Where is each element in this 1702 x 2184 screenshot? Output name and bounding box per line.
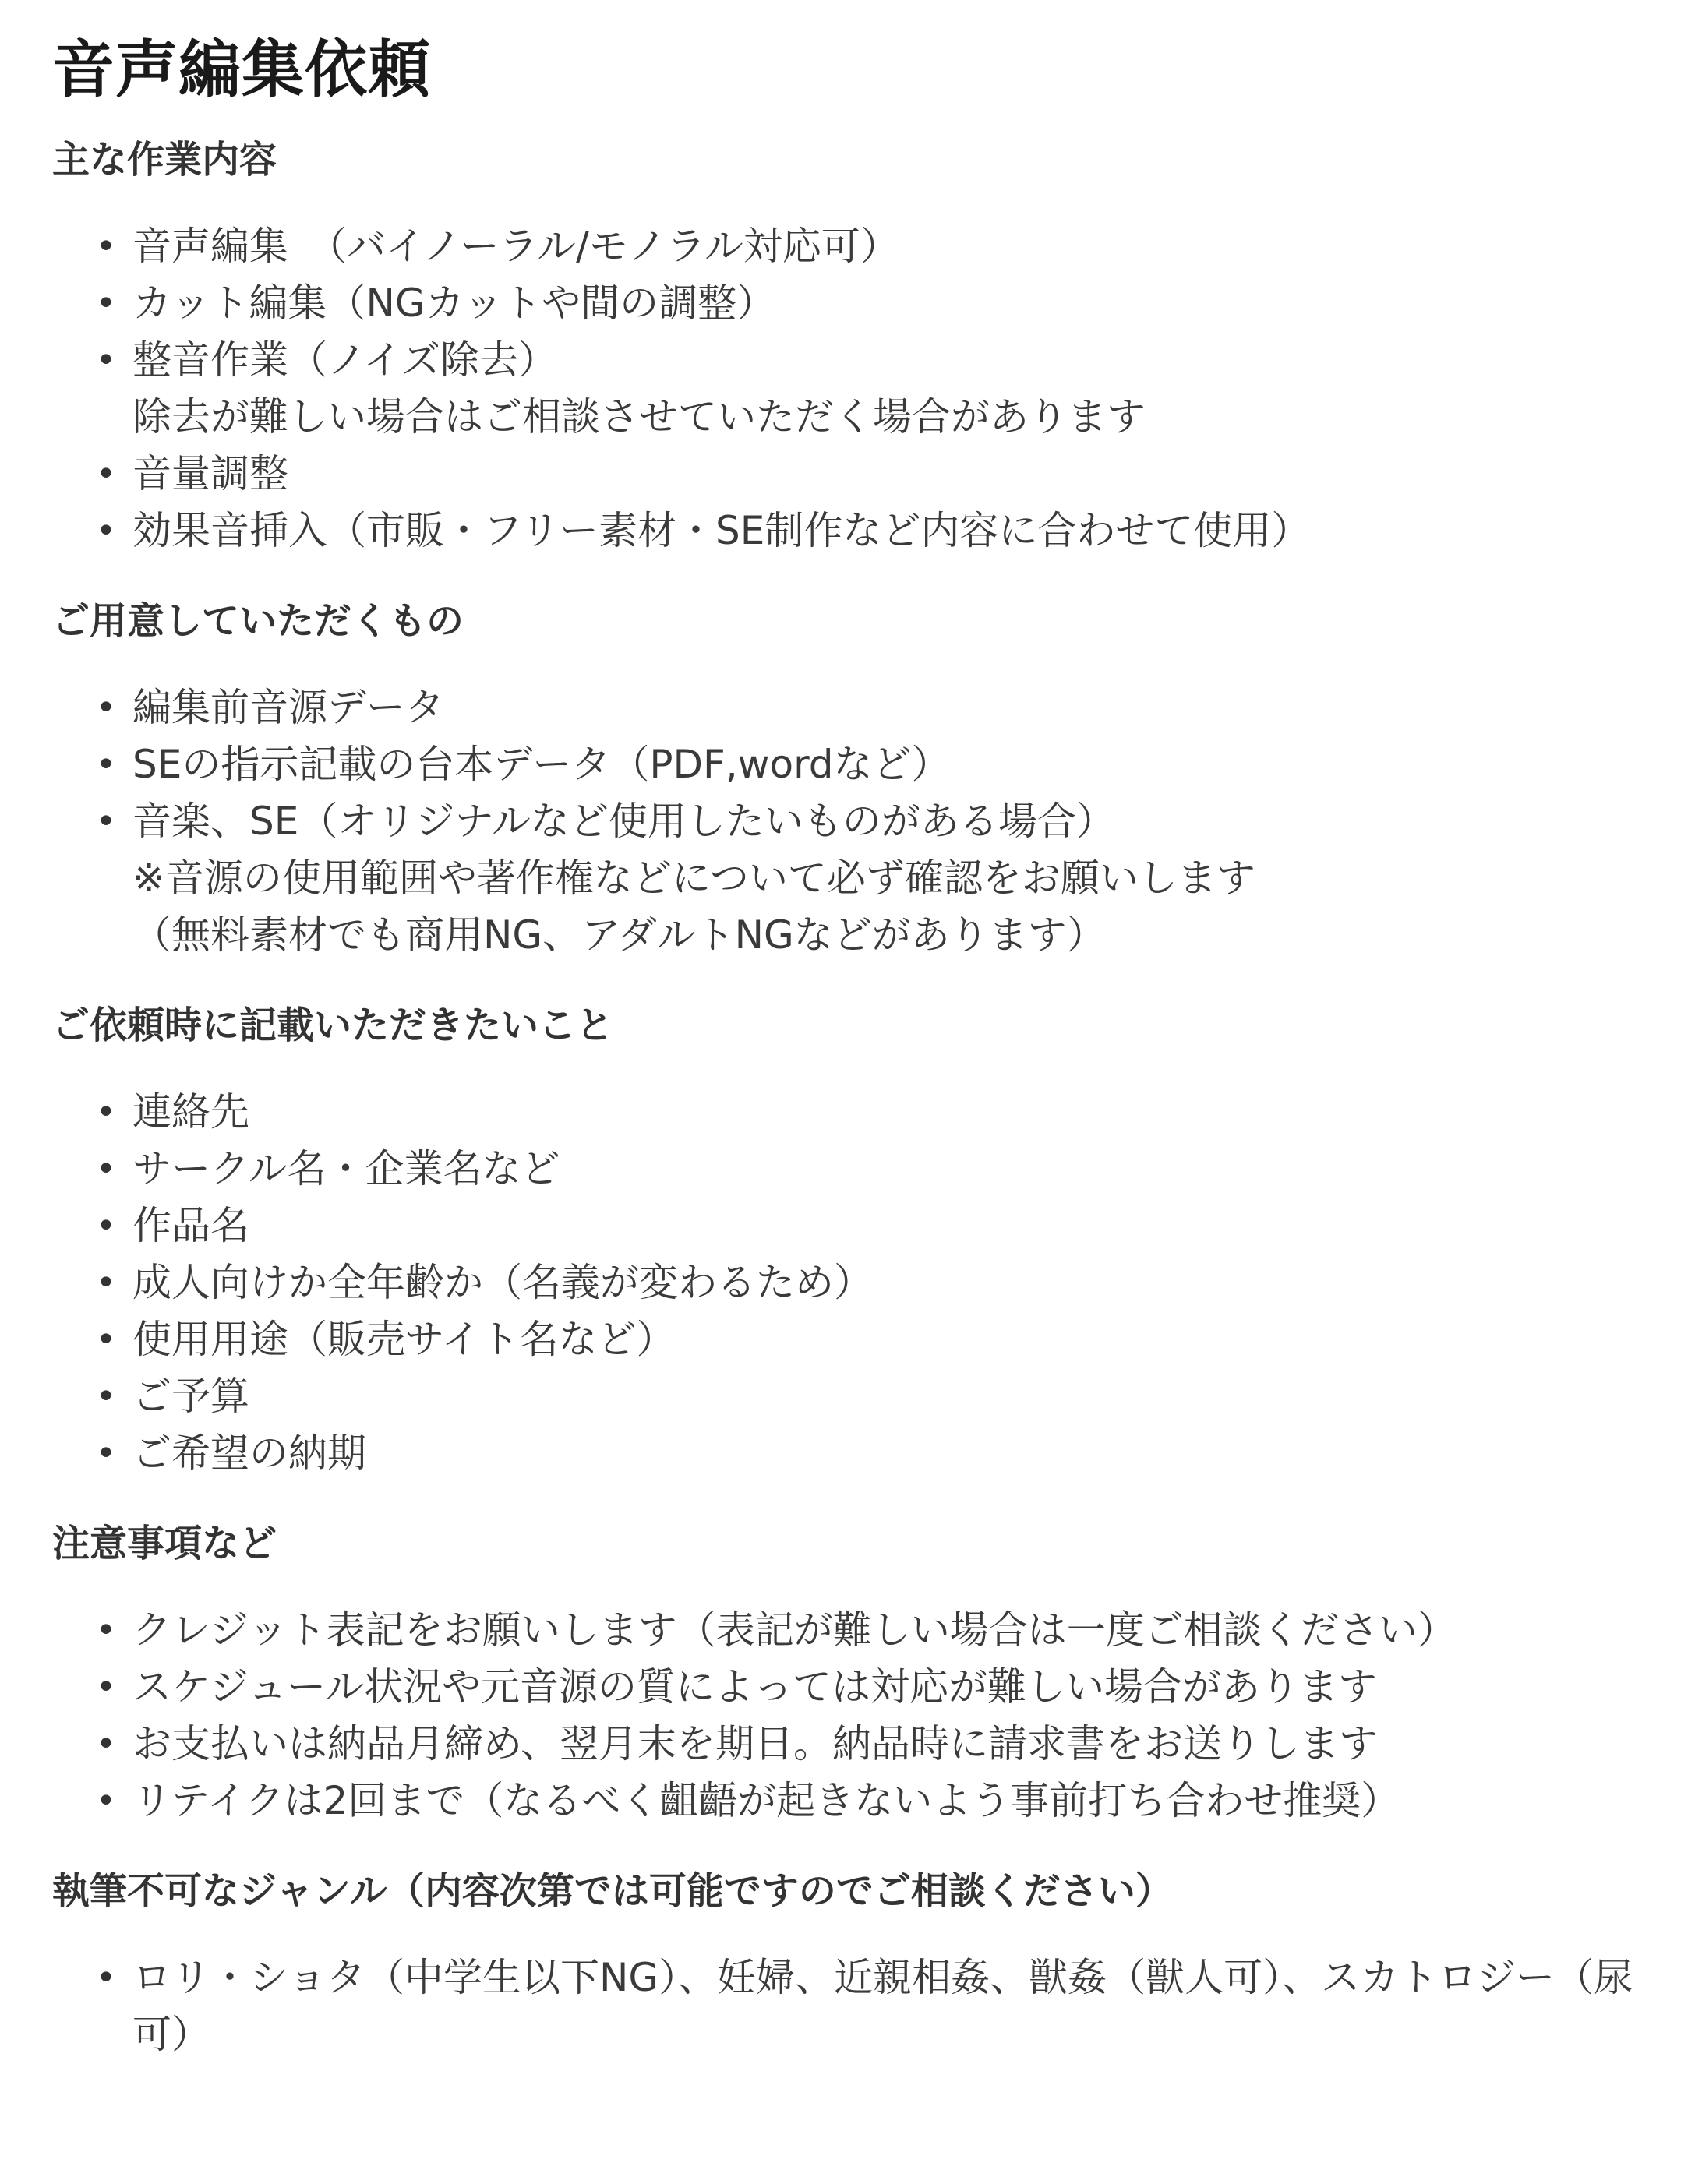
bullet-dot-icon: • <box>96 745 116 785</box>
section-2 <box>52 594 1671 964</box>
bullet-dot-icon: • <box>96 1667 116 1707</box>
bullet-dot-icon: • <box>96 340 116 380</box>
list-item <box>52 1141 1671 1198</box>
list-item-text: 音量調整 <box>132 451 288 496</box>
list-item <box>52 1198 1671 1254</box>
list-item-text: ご希望の納期 <box>132 1431 366 1476</box>
bullet-dot-icon: • <box>96 284 116 323</box>
section-heading: ご依頼時に記載いただきたいこと <box>52 1004 614 1047</box>
bullet-dot-icon: • <box>96 227 116 266</box>
list-item <box>52 1773 1671 1829</box>
bullet-dot-icon: • <box>96 1092 116 1132</box>
list-item <box>52 446 1671 503</box>
list-item-text: サークル名・企業名など <box>132 1146 560 1191</box>
section-5 <box>52 1864 1671 2063</box>
bullet-dot-icon: • <box>96 454 116 494</box>
bullet-dot-icon: • <box>96 1781 116 1821</box>
list-item-text: 除去が難しい場合はご相談させていただく場合があります <box>132 394 1146 439</box>
bullet-list <box>52 1602 1671 1829</box>
bullet-list <box>52 679 1671 964</box>
list-item-text: お支払いは納品月締め、翌月末を期日。納品時に請求書をお送りします <box>132 1721 1378 1766</box>
section-3 <box>52 998 1671 1482</box>
bullet-dot-icon: • <box>96 1958 116 1998</box>
bullet-dot-icon: • <box>96 1149 116 1189</box>
list-item-text: スケジュール状況や元音源の質によっては対応が難しい場合があります <box>132 1664 1377 1709</box>
list-item-text: ご予算 <box>132 1374 249 1419</box>
bullet-dot-icon: • <box>96 1263 116 1303</box>
list-item <box>52 275 1671 332</box>
list-item-text: 使用用途（販売サイト名など） <box>132 1317 676 1362</box>
list-item-text: 音声編集 （バイノーラル/モノラル対応可） <box>132 224 899 269</box>
bullet-dot-icon: • <box>96 1611 116 1650</box>
list-item <box>52 1602 1671 1659</box>
section-4 <box>52 1516 1671 1829</box>
list-item <box>52 1311 1671 1368</box>
section-heading: ご用意していただくもの <box>52 599 464 643</box>
page-title: 音声編集依頼 <box>52 34 431 106</box>
list-item <box>52 503 1671 559</box>
list-item <box>52 793 1671 964</box>
list-item-text: 成人向けか全年齢か（名義が変わるため） <box>132 1260 873 1305</box>
bullet-list <box>52 1949 1671 2063</box>
bullet-list <box>52 218 1671 559</box>
list-item-text: リテイクは2回まで（なるべく齟齬が起きないよう事前打ち合わせ推奨） <box>132 1778 1400 1823</box>
list-item <box>52 736 1671 793</box>
bullet-dot-icon: • <box>96 1434 116 1473</box>
list-item <box>52 218 1671 275</box>
bullet-dot-icon: • <box>96 1320 116 1360</box>
list-item <box>52 332 1671 446</box>
bullet-dot-icon: • <box>96 1724 116 1764</box>
sections-container <box>52 132 1671 2063</box>
list-item <box>52 1254 1671 1311</box>
list-item-text: カット編集（NGカットや間の調整） <box>132 280 776 326</box>
bullet-dot-icon: • <box>96 1206 116 1246</box>
list-item <box>52 1084 1671 1141</box>
list-item-text: 作品名 <box>132 1203 249 1248</box>
list-item <box>52 1425 1671 1482</box>
section-heading: 執筆不可なジャンル（内容次第では可能ですのでご相談ください） <box>52 1869 1173 1913</box>
list-item <box>52 1716 1671 1773</box>
list-item-text: SEの指示記載の台本データ（PDF,wordなど） <box>132 742 951 787</box>
list-item-text: 編集前音源データ <box>132 685 444 730</box>
section-heading: 注意事項など <box>52 1522 277 1565</box>
list-item <box>52 1368 1671 1425</box>
list-item-text: 効果音挿入（市販・フリー素材・SE制作など内容に合わせて使用） <box>132 508 1311 553</box>
list-item-text: 可） <box>132 2012 210 2057</box>
bullet-dot-icon: • <box>96 1377 116 1417</box>
list-item-text: （無料素材でも商用NG、アダルトNGなどがあります） <box>132 912 1106 958</box>
bullet-list <box>52 1084 1671 1482</box>
bullet-dot-icon: • <box>96 802 116 841</box>
section-1 <box>52 132 1671 559</box>
bullet-dot-icon: • <box>96 511 116 551</box>
list-item-text: ※音源の使用範囲や著作権などについて必ず確認をお願いします <box>132 856 1255 901</box>
list-item <box>52 1949 1671 2063</box>
list-item-text: 整音作業（ノイズ除去） <box>132 337 557 383</box>
list-item <box>52 679 1671 736</box>
bullet-dot-icon: • <box>96 688 116 728</box>
list-item <box>52 1659 1671 1716</box>
list-item-text: ロリ・ショタ（中学生以下NG）、妊婦、近親相姦、獣姦（獣人可）、スカトロジー（尿 <box>132 1955 1633 2000</box>
list-item-text: 音楽、SE（オリジナルなど使用したいものがある場合） <box>132 799 1115 844</box>
section-heading: 主な作業内容 <box>52 138 277 182</box>
list-item-text: 連絡先 <box>132 1089 249 1134</box>
list-item-text: クレジット表記をお願いします（表記が難しい場合は一度ご相談ください） <box>132 1607 1457 1653</box>
